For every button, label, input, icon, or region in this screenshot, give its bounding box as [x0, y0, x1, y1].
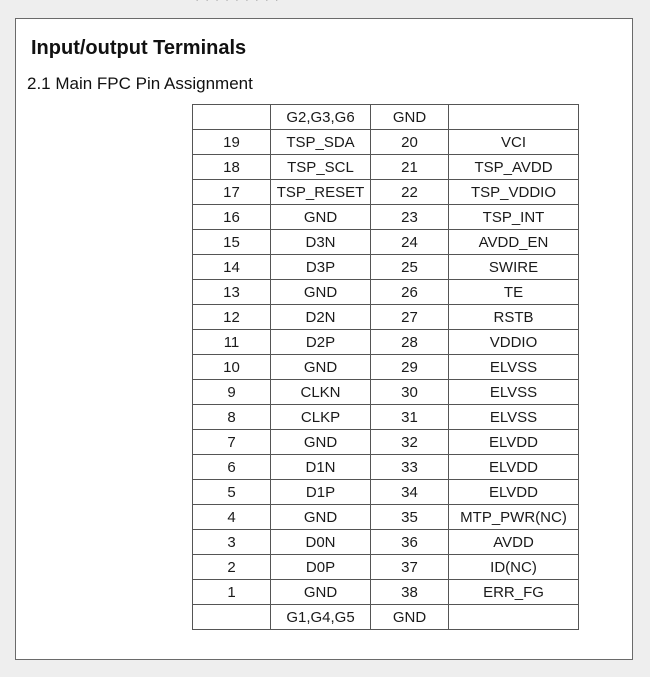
- signal-name-cell: D2N: [271, 305, 371, 330]
- signal-name-cell: G1,G4,G5: [271, 605, 371, 630]
- signal-name-cell: RSTB: [449, 305, 579, 330]
- pin-number-cell: 16: [193, 205, 271, 230]
- signal-name-cell: VCI: [449, 130, 579, 155]
- signal-name-cell: TSP_SDA: [271, 130, 371, 155]
- pin-number-cell: 4: [193, 505, 271, 530]
- table-row: [193, 330, 579, 355]
- pin-number-cell: 19: [193, 130, 271, 155]
- previous-page-strip: [0, 0, 650, 18]
- pin-number-cell: 11: [193, 330, 271, 355]
- signal-name-cell: ELVSS: [449, 405, 579, 430]
- signal-name-cell: GND: [271, 580, 371, 605]
- signal-name-cell: D0P: [271, 555, 371, 580]
- signal-name-cell: GND: [271, 280, 371, 305]
- pin-number-cell: 29: [371, 355, 449, 380]
- pin-number-cell: [193, 605, 271, 630]
- table-row: [193, 430, 579, 455]
- pin-number-cell: 20: [371, 130, 449, 155]
- table-row: [193, 480, 579, 505]
- signal-name-cell: CLKP: [271, 405, 371, 430]
- signal-name-cell: ELVSS: [449, 380, 579, 405]
- pin-number-cell: 2: [193, 555, 271, 580]
- pin-table-body: [193, 105, 579, 630]
- pin-number-cell: 32: [371, 430, 449, 455]
- signal-name-cell: [449, 105, 579, 130]
- table-row: [193, 180, 579, 205]
- table-row: [193, 355, 579, 380]
- pin-number-cell: 13: [193, 280, 271, 305]
- pin-number-cell: 14: [193, 255, 271, 280]
- signal-name-cell: TSP_RESET: [271, 180, 371, 205]
- signal-name-cell: D2P: [271, 330, 371, 355]
- pin-number-cell: 38: [371, 580, 449, 605]
- pin-number-cell: 34: [371, 480, 449, 505]
- signal-name-cell: TSP_AVDD: [449, 155, 579, 180]
- pin-number-cell: 36: [371, 530, 449, 555]
- signal-name-cell: TSP_SCL: [271, 155, 371, 180]
- signal-name-cell: TE: [449, 280, 579, 305]
- pin-number-cell: GND: [371, 105, 449, 130]
- signal-name-cell: G2,G3,G6: [271, 105, 371, 130]
- pin-number-cell: 30: [371, 380, 449, 405]
- pin-number-cell: 5: [193, 480, 271, 505]
- table-row: [193, 380, 579, 405]
- signal-name-cell: ELVDD: [449, 455, 579, 480]
- signal-name-cell: GND: [271, 505, 371, 530]
- signal-name-cell: ERR_FG: [449, 580, 579, 605]
- subsection-title: 2.1 Main FPC Pin Assignment: [27, 74, 253, 93]
- pin-number-cell: 31: [371, 405, 449, 430]
- table-row: [193, 530, 579, 555]
- pin-number-cell: 15: [193, 230, 271, 255]
- signal-name-cell: D1N: [271, 455, 371, 480]
- signal-name-cell: AVDD_EN: [449, 230, 579, 255]
- signal-name-cell: D3P: [271, 255, 371, 280]
- signal-name-cell: MTP_PWR(NC): [449, 505, 579, 530]
- pin-number-cell: 3: [193, 530, 271, 555]
- pin-assignment-table: [192, 104, 579, 630]
- pin-number-cell: 26: [371, 280, 449, 305]
- table-row: [193, 205, 579, 230]
- table-row: [193, 155, 579, 180]
- pin-number-cell: 12: [193, 305, 271, 330]
- document-page: [15, 18, 633, 660]
- table-row: [193, 405, 579, 430]
- pin-number-cell: 18: [193, 155, 271, 180]
- table-row: [193, 455, 579, 480]
- pin-number-cell: 37: [371, 555, 449, 580]
- table-footer-row: [193, 605, 579, 630]
- pin-number-cell: 28: [371, 330, 449, 355]
- table-row: [193, 505, 579, 530]
- table-row: [193, 580, 579, 605]
- pin-number-cell: 1: [193, 580, 271, 605]
- signal-name-cell: TSP_VDDIO: [449, 180, 579, 205]
- pin-number-cell: 6: [193, 455, 271, 480]
- cut-off-text: [195, 0, 280, 7]
- signal-name-cell: TSP_INT: [449, 205, 579, 230]
- pin-number-cell: 25: [371, 255, 449, 280]
- table-row: [193, 230, 579, 255]
- pin-number-cell: GND: [371, 605, 449, 630]
- table-row: [193, 305, 579, 330]
- pin-number-cell: 35: [371, 505, 449, 530]
- signal-name-cell: D0N: [271, 530, 371, 555]
- signal-name-cell: D1P: [271, 480, 371, 505]
- signal-name-cell: VDDIO: [449, 330, 579, 355]
- pin-number-cell: 23: [371, 205, 449, 230]
- signal-name-cell: D3N: [271, 230, 371, 255]
- signal-name-cell: SWIRE: [449, 255, 579, 280]
- table-row: [193, 280, 579, 305]
- pin-number-cell: 22: [371, 180, 449, 205]
- pin-number-cell: 8: [193, 405, 271, 430]
- signal-name-cell: ELVSS: [449, 355, 579, 380]
- pin-number-cell: 33: [371, 455, 449, 480]
- signal-name-cell: GND: [271, 205, 371, 230]
- signal-name-cell: ELVDD: [449, 480, 579, 505]
- pin-number-cell: 7: [193, 430, 271, 455]
- pin-number-cell: 9: [193, 380, 271, 405]
- table-row: [193, 255, 579, 280]
- signal-name-cell: ELVDD: [449, 430, 579, 455]
- signal-name-cell: GND: [271, 355, 371, 380]
- signal-name-cell: ID(NC): [449, 555, 579, 580]
- table-header-row: [193, 105, 579, 130]
- pin-number-cell: 24: [371, 230, 449, 255]
- signal-name-cell: CLKN: [271, 380, 371, 405]
- table-row: [193, 555, 579, 580]
- pin-number-cell: 17: [193, 180, 271, 205]
- pin-number-cell: 10: [193, 355, 271, 380]
- pin-number-cell: 21: [371, 155, 449, 180]
- pin-number-cell: 27: [371, 305, 449, 330]
- signal-name-cell: GND: [271, 430, 371, 455]
- section-title: Input/output Terminals: [31, 37, 247, 59]
- signal-name-cell: [449, 605, 579, 630]
- pin-number-cell: [193, 105, 271, 130]
- table-row: [193, 130, 579, 155]
- signal-name-cell: AVDD: [449, 530, 579, 555]
